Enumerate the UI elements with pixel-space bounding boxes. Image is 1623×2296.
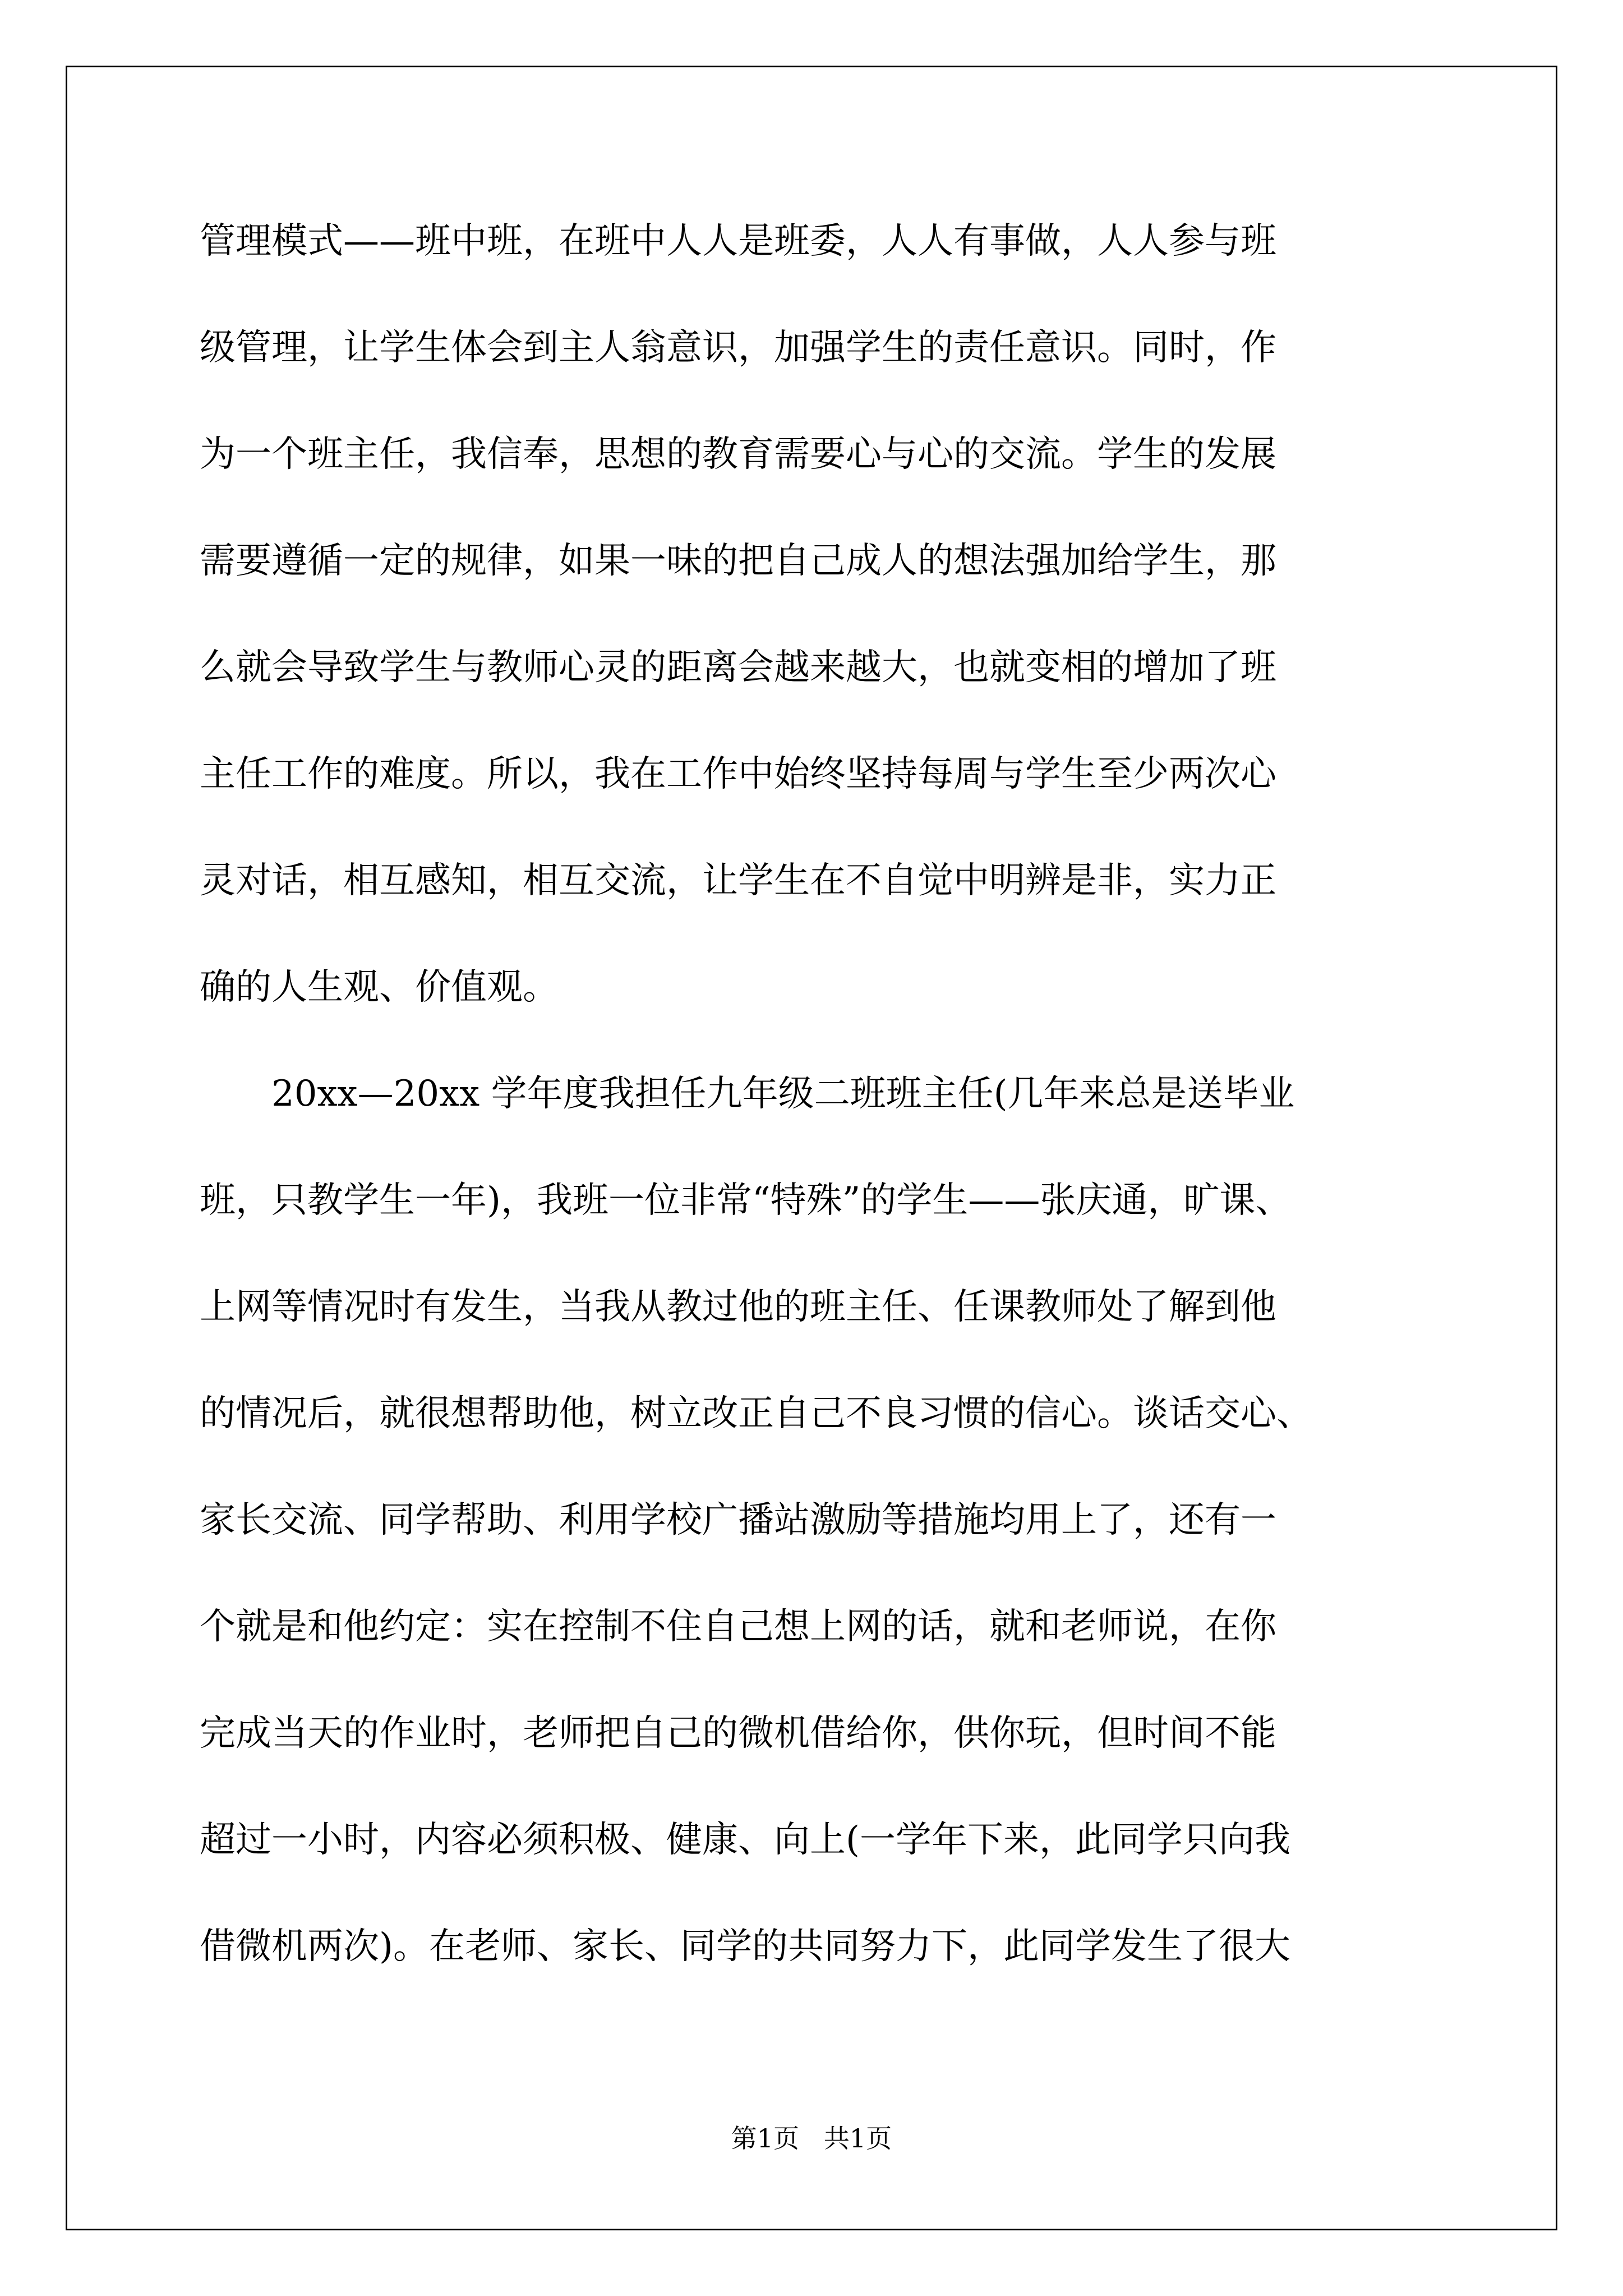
text-line: 管理模式——班中班，在班中人人是班委，人人有事做，人人参与班 [200, 220, 1276, 262]
text-line: 需要遵循一定的规律，如果一味的把自己成人的想法强加给学生，那 [200, 540, 1276, 582]
text-line: 确的人生观、价值观。 [200, 967, 559, 1008]
text-line: 上网等情况时有发生，当我从教过他的班主任、任课教师处了解到他 [200, 1286, 1276, 1328]
text-line: 班，只教学生一年)，我班一位非常“特殊”的学生——张庆通，旷课、 [200, 1180, 1292, 1221]
document-body [200, 212, 1445, 2024]
text-line: 为一个班主任，我信奉，思想的教育需要心与心的交流。学生的发展 [200, 434, 1276, 475]
text-line: 借微机两次)。在老师、家长、同学的共同努力下，此同学发生了很大 [200, 1926, 1290, 1967]
page-footer: 第1页 共1页 [731, 2123, 892, 2154]
text-line: 超过一小时，内容必须积极、健康、向上(一学年下来，此同学只向我 [200, 1819, 1290, 1861]
paragraph-start-line: 20xx—20xx 学年度我担任九年级二班班主任(几年来总是送毕业 [271, 1073, 1295, 1115]
text-line: 家长交流、同学帮助、利用学校广播站激励等措施均用上了，还有一 [200, 1499, 1276, 1541]
text-line: 完成当天的作业时，老师把自己的微机借给你，供你玩，但时间不能 [200, 1713, 1276, 1754]
text-line: 的情况后，就很想帮助他，树立改正自己不良习惯的信心。谈话交心、 [200, 1393, 1312, 1434]
text-line: 个就是和他约定：实在控制不住自己想上网的话，就和老师说，在你 [200, 1606, 1276, 1648]
text-line: 灵对话，相互感知，相互交流，让学生在不自觉中明辨是非，实力正 [200, 860, 1276, 901]
text-line: 级管理，让学生体会到主人翁意识，加强学生的责任意识。同时，作 [200, 327, 1276, 369]
text-line: 主任工作的难度。所以，我在工作中始终坚持每周与学生至少两次心 [200, 753, 1276, 795]
text-line: 么就会导致学生与教师心灵的距离会越来越大，也就变相的增加了班 [200, 647, 1276, 688]
